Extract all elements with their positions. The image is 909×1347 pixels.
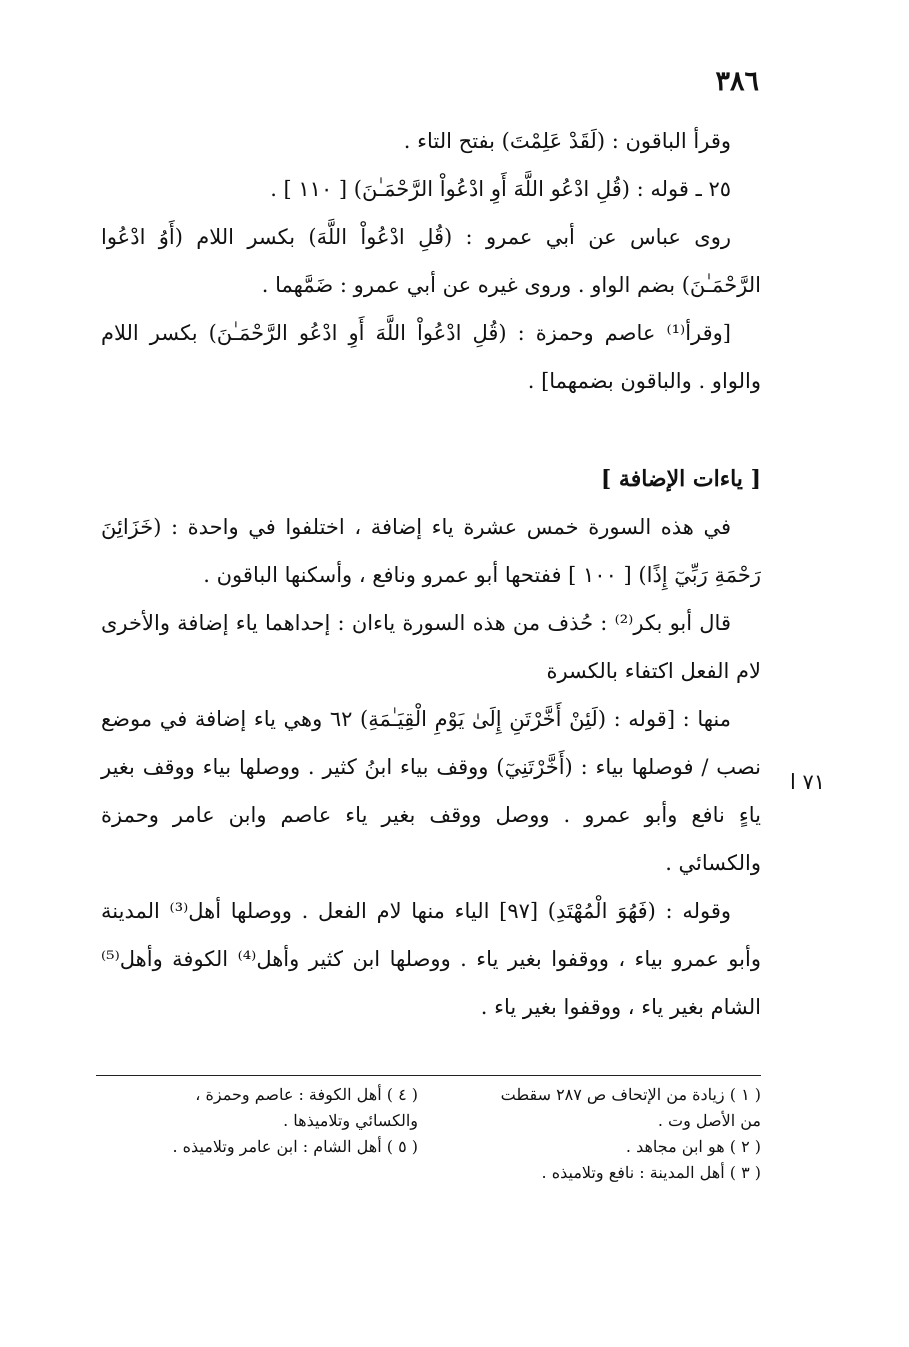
section-yaat-idafa [101, 455, 761, 503]
paragraph-asim-hamza-reading: [وقرأ⁽¹⁾ عاصم وحمزة : (قُلِ ادْعُواْ اللَّهَ أَوِ ادْعُو الرَّحْمَـٰنَ) بكسر اللام والواو . والباقون بضمهما] . [101, 321, 761, 393]
paragraph-verse-25: ٢٥ ـ قوله : (قُلِ ادْعُو اللَّهَ أَوِ ادْعُواْ الرَّحْمَـٰنَ) [ ١١٠ ] . [270, 177, 731, 201]
footnote-2: ( ٢ ) هو ابن مجاهد . [625, 1137, 761, 1156]
margin-reference: ٧١ ا [790, 770, 826, 794]
paragraph-baqun-reading: وقرأ الباقون : (لَقَدْ عَلِمْتَ) بفتح التاء . [403, 129, 731, 153]
footnotes-right-column [443, 1082, 761, 1186]
section-heading: [ ياءات الإضافة ] [600, 466, 761, 492]
paragraph-muhtadi: وقوله : (فَهُوَ الْمُهْتَدِ) [٩٧] الياء منها لام الفعل . ووصلها أهل⁽³⁾ المدينة وأبو عمرو بياء ، ووقفوا بغير ياء . ووصلها ابن كثير وأهل⁽⁴⁾ الكوفة وأهل⁽⁵⁾ الشام بغير ياء ، ووقفوا بغير ياء . [101, 899, 761, 1019]
footnote-4: ( ٤ ) أهل الكوفة : عاصم وحمزة ، [195, 1085, 418, 1104]
footnote-3: ( ٣ ) أهل المدينة : نافع وتلاميذه . [541, 1163, 761, 1182]
footnote-1-continued: من الأصل وت . [657, 1111, 761, 1130]
footnote-4-continued: والكسائي وتلاميذها . [283, 1111, 418, 1130]
footnotes-left-column [100, 1082, 418, 1160]
paragraph-abbas-narration: روى عباس عن أبي عمرو : (قُلِ ادْعُواْ اللَّهَ) بكسر اللام (أَوُ ادْعُوا الرَّحْمَـٰنَ) بضم الواو . وروى غيره عن أبي عمرو : ضَمَّهما . [101, 225, 761, 297]
paragraph-akhkhartani: منها : [قوله : (لَئِنْ أَخَّرْتَنِ إِلَىٰ يَوْمِ الْقِيَـٰمَةِ) ٦٢ وهي ياء إضافة في موضع نصب / فوصلها بياء : (أَخَّرْتَنِيٓ) ووقف بياء ابنُ كثير . ووصلها بياء ووقف بغير ياءٍ نافع وأبو عمرو . ووصل ووقف بغير ياء عاصم وابن عامر وحمزة والكسائي . [101, 707, 761, 875]
footnote-5: ( ٥ ) أهل الشام : ابن عامر وتلاميذه . [172, 1137, 418, 1156]
paragraph-abu-bakr: قال أبو بكر⁽²⁾ : حُذف من هذه السورة ياءان : إحداهما ياء إضافة والأخرى لام الفعل اكتفاء بالكسرة [101, 611, 761, 683]
footnotes [96, 1082, 761, 1186]
paragraph-fifteen-idafa: في هذه السورة خمس عشرة ياء إضافة ، اختلفوا في واحدة : (خَزَائِنَ رَحْمَةِ رَبِّيٓ إِذًا) [ ١٠٠ ] ففتحها أبو عمرو ونافع ، وأسكنها الباقون . [101, 515, 761, 587]
page-number: ٣٨٦ [715, 66, 759, 97]
main-text [101, 117, 761, 405]
footnote-divider [96, 1075, 761, 1076]
main-text-continued [101, 503, 761, 1031]
footnote-1: ( ١ ) زيادة من الإتحاف ص ٢٨٧ سقطت [500, 1085, 761, 1104]
